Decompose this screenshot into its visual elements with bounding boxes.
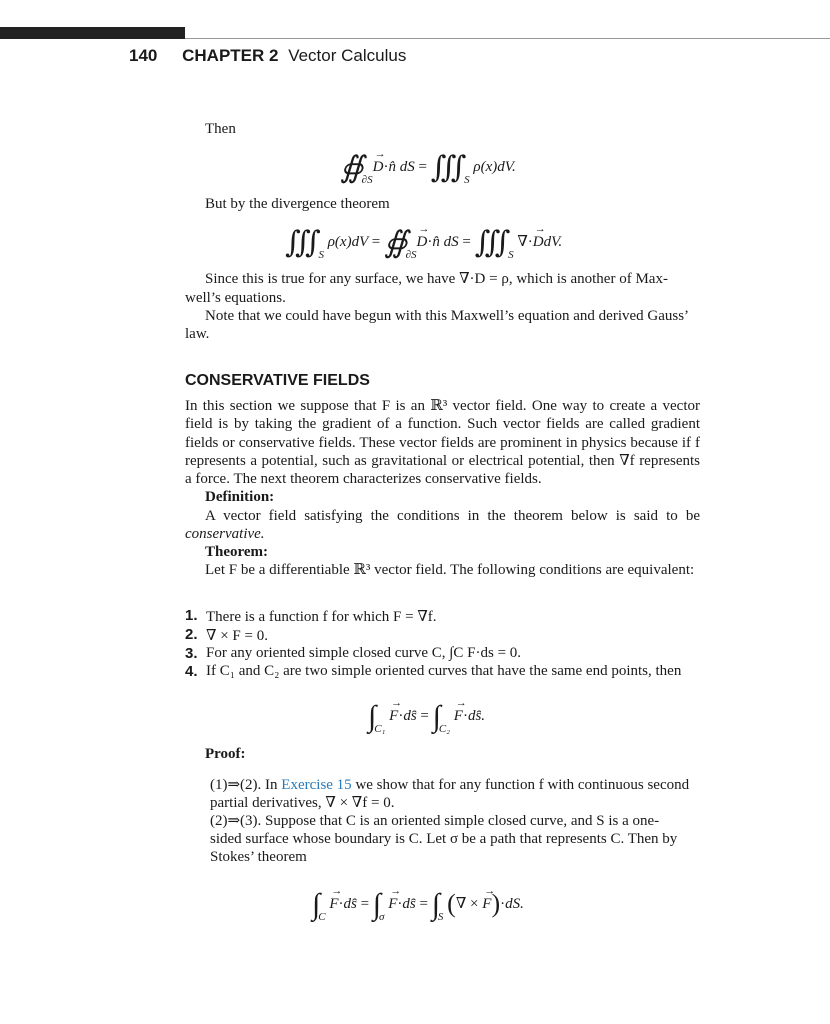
condition-num-3: 3. (185, 645, 198, 662)
theorem-text: Let F be a differentiable ℝ³ vector field. The following conditions are equivalent: (205, 562, 695, 578)
theorem-label: Theorem: (205, 544, 269, 560)
page-number: 140 (129, 46, 158, 65)
header-rule (185, 38, 830, 39)
note-line1: Note that we could have begun with this Maxwell’s equation and derived Gauss’ (205, 308, 690, 324)
equation-2: ∭ $_S$ ρ(x)dV = ∯ $_{\partial S}$→ D·n̂ dS = ∭ $_S$ ∇·→ DdV. (285, 225, 562, 261)
proof-line3: (2)⇒(3). Suppose that C is an oriented simple closed curve, and S is a one- (210, 813, 660, 829)
proof-line1-a: (1)⇒(2). In (210, 777, 278, 793)
note-line2: law. (185, 326, 210, 342)
divergence-intro: But by the divergence theorem (205, 196, 390, 212)
header-bar (0, 27, 185, 39)
then-text: Then (205, 121, 236, 137)
proof-line1-b: we show that for any function f with continuous second (355, 777, 690, 793)
proof-line4: sided surface whose boundary is C. Let σ be a path that represents C. Then by (210, 831, 678, 847)
section-title: CONSERVATIVE FIELDS (185, 372, 370, 389)
section-intro: In this section we suppose that F is an ℝ³ vector field. One way to create a vector field is by taking the gradient of a function. Such vector fields are called gradient fields or conservative fields. These vector fields are prominent in physics because if f represents a potential, such as gravitational or electrical potential, then ∇f represents a force. The next theorem characterizes conservative fields. (185, 398, 700, 488)
maxwell-line1: Since this is true for any surface, we have ∇·D = ρ, which is another of Max- (205, 271, 668, 287)
definition-body: A vector field satisfying the conditions in the theorem below is said to be (205, 508, 700, 524)
equation-3: ∫ $_{C_1}$ → F·ds̑ = ∫ $_{C_2}$ → F·ds̑. (368, 700, 485, 735)
proof-label: Proof: (205, 746, 246, 762)
exercise-15-link[interactable]: Exercise 15 (281, 777, 352, 793)
condition-num-2: 2. (185, 626, 198, 643)
definition-term: conservative. (185, 526, 265, 543)
proof-line5: Stokes’ theorem (210, 849, 307, 865)
proof-line1 (210, 776, 689, 794)
maxwell-line2: well’s equations. (185, 290, 286, 306)
running-header (129, 46, 406, 66)
condition-num-1: 1. (185, 607, 198, 624)
condition-3: For any oriented simple closed curve C, ∫C F·ds = 0. (206, 645, 522, 661)
definition-label: Definition: (205, 489, 275, 505)
equation-1: ∯ $_{\partial S}$→ D·n̂ dS = ∭ $_S$ ρ(x)dV. (340, 150, 516, 186)
chapter-label: CHAPTER 2 (182, 46, 279, 65)
condition-2: ∇ × F = 0. (206, 628, 268, 644)
equation-4: ∫ $_C$ → F·ds̑ = ∫ $_\sigma$ → F·ds̑ = ∫ $_S$ (∇ × → F)·dS. (312, 888, 524, 923)
chapter-title: Vector Calculus (288, 46, 407, 65)
condition-4: If C₁ and C₂ are two simple oriented curves that have the same end points, then (206, 663, 682, 679)
condition-1: There is a function f for which F = ∇f. (206, 609, 437, 625)
proof-line2: partial derivatives, ∇ × ∇f = 0. (210, 795, 395, 811)
definition-text (185, 507, 700, 544)
condition-num-4: 4. (185, 663, 198, 680)
